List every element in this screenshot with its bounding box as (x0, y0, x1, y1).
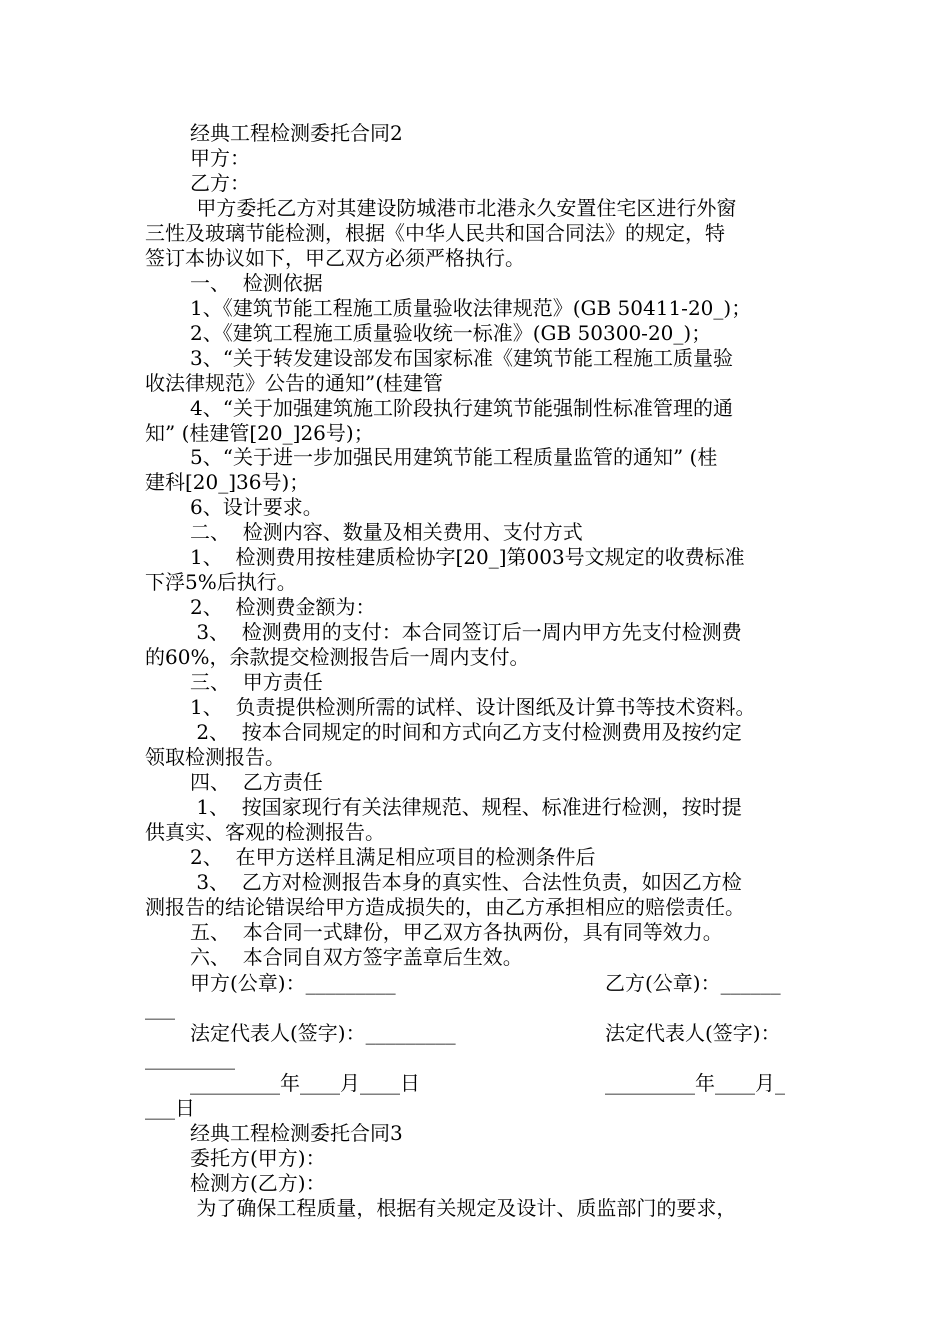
body-line: 供真实、客观的检测报告。 (145, 819, 385, 844)
body-line: 4、“关于加强建筑施工阶段执行建筑节能强制性标准管理的通 (190, 395, 733, 420)
body-line: 2、 在甲方送样且满足相应项目的检测条件后 (190, 844, 596, 869)
body-line: 委托方(甲方)： (190, 1146, 326, 1170)
body-line: 领取检测报告。 (145, 745, 285, 769)
body-line: 甲方： (190, 145, 250, 170)
body-line: 测报告的结论错误给甲方造成损失的，由乙方承担相应的赔偿责任。 (145, 894, 745, 919)
body-line: 5、“关于进一步加强民用建筑节能工程质量监管的通知” (桂 (190, 445, 718, 470)
body-line: 的60%，余款提交检测报告后一周内支付。 (145, 645, 530, 670)
sign-party-a: 甲方(公章)：_________ (190, 971, 396, 995)
body-line: 三、 甲方责任 (190, 670, 323, 695)
body-line: 三性及玻璃节能检测，根据《中华人民共和国合同法》的规定，特 (145, 220, 725, 245)
body-line: 一、 检测依据 (190, 270, 323, 295)
body-line: 3、 检测费用的支付：本合同签订后一周内甲方先支付检测费 (190, 620, 742, 645)
body-line: 经典工程检测委托合同2 (190, 121, 403, 145)
body-line: 五、 本合同一式肆份，甲乙双方各执两份，具有同等效力。 (190, 919, 723, 944)
body-line: 1、 检测费用按桂建质检协字[20_]第003号文规定的收费标准 (190, 545, 745, 570)
body-line: 6、设计要求。 (190, 495, 323, 520)
legal-rep-b: 法定代表人(签字)： (605, 1021, 781, 1045)
body-line: 甲方委托乙方对其建设防城港市北港永久安置住宅区进行外窗 (190, 195, 737, 220)
body-line: 下浮5%后执行。 (145, 570, 297, 595)
date-b: _________年____月_ (605, 1071, 785, 1095)
body-line: 六、 本合同自双方签字盖章后生效。 (190, 944, 523, 969)
body-line: 建科[20_]36号)； (145, 470, 310, 495)
body-line: 检测方(乙方)： (190, 1171, 326, 1195)
body-line: 2、 检测费金额为： (190, 595, 376, 620)
body-line: 2、 按本合同规定的时间和方式向乙方支付检测费用及按约定 (190, 720, 742, 745)
sign-wrap-2: _________ (145, 1046, 235, 1070)
body-line: 四、 乙方责任 (190, 769, 323, 794)
body-line: 签订本协议如下，甲乙双方必须严格执行。 (145, 245, 525, 270)
legal-rep-a: 法定代表人(签字)：_________ (190, 1021, 456, 1045)
sign-wrap-1: ___ (145, 996, 175, 1020)
body-line: 1、《建筑节能工程施工质量验收法律规范》(GB 50411-20_)； (190, 295, 752, 320)
body-line: 3、“关于转发建设部发布国家标准《建筑节能工程施工质量验 (190, 345, 733, 370)
sign-party-b: 乙方(公章)：______ (605, 971, 781, 995)
date-wrap: ___日 (145, 1096, 195, 1120)
body-line: 知” (桂建管[20_]26号)； (145, 420, 374, 445)
body-line: 二、 检测内容、数量及相关费用、支付方式 (190, 520, 583, 545)
body-line: 1、 负责提供检测所需的试样、设计图纸及计算书等技术资料。 (190, 695, 756, 720)
date-a: _________年____月____日 (190, 1071, 420, 1095)
body-line: 收法律规范》公告的通知”(桂建管 (145, 370, 444, 395)
body-line: 2、《建筑工程施工质量验收统一标准》(GB 50300-20_)； (190, 320, 712, 345)
body-line: 经典工程检测委托合同3 (190, 1121, 403, 1145)
body-line: 3、 乙方对检测报告本身的真实性、合法性负责，如因乙方检 (190, 869, 742, 894)
body-line: 1、 按国家现行有关法律规范、规程、标准进行检测，按时提 (190, 794, 742, 819)
body-line: 乙方： (190, 170, 250, 195)
body-line: 为了确保工程质量，根据有关规定及设计、质监部门的要求， (190, 1196, 737, 1220)
